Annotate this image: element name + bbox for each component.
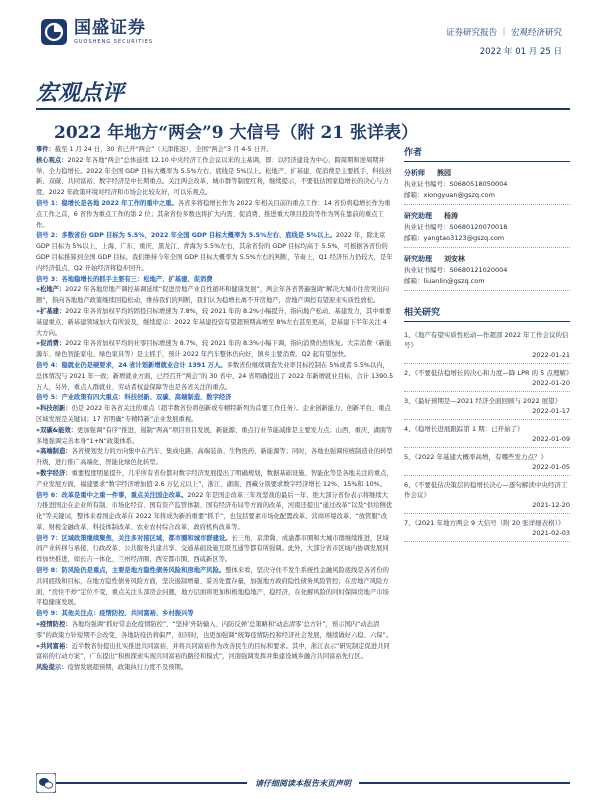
footer-disclaimer: 请仔细阅读本报告末页声明 (247, 778, 359, 789)
related-report-title[interactable]: 1、《地产有望实质性松动—作超部 2022 年工作会议的信号》 (404, 331, 569, 349)
signal-5-item-text: 更加强调“有序”推进，遏制“两高”项目盲目发展，新能源、重点行业节能减排是主要发力点；山西、重庆、湖南等多地强调完善本身“1+N”政策体系。 (36, 426, 393, 445)
signal-1-heading: 信号 1：稳增长是各地 2022 年工作的重中之重。 (36, 199, 178, 207)
signal-3-item-text: 2022 年各省加权平均的固投目标增速为 7.8%，较 2021 年的 8.2%小幅提升，指向地产松动、基建发力，其中重要基建重点、新基建领域加大有所波及，继续提示：2022 年基建投资有望超预期高增至 8%左右甚至更高，是基建下半年关注 4 大方向。 (36, 307, 392, 337)
core-view-paragraph (36, 156, 394, 199)
signal-7 (36, 534, 394, 566)
related-report-title[interactable]: 2、《不要低估稳增长的决心和力度—降 LPR 的 5 点理解》 (404, 369, 573, 377)
report-date: 2022 年 01 月 25 日 (479, 47, 562, 57)
divider (404, 204, 570, 205)
title-divider (36, 108, 570, 110)
report-title: 2022 年地方“两会”9 大信号（附 21 张详表） (53, 123, 419, 143)
signal-5-item-text: 重要程度明显提升，几乎所有省份都对数字经济发展提出了明确规划，数据基础设施、智能化等是各地关注的重点，产业发展方面，福建要求“数字经济增加值 2.6 万亿元以上”，浙江、湖南、西藏分别要求数字经济增长 12%、15%和 10%。 (36, 469, 393, 488)
signal-5-item-label: »高端制造： (36, 448, 72, 456)
author-role: 研究助理 (404, 255, 432, 263)
related-report[interactable] (404, 420, 570, 448)
author-name: 杨涛 (444, 212, 458, 220)
event-label: 事件： (36, 146, 55, 153)
section-title: 宏观点评 (36, 80, 125, 106)
wechat-icon (36, 773, 56, 793)
signal-3-heading: 信号 3：各地稳增长的抓手主要有三：松地产、扩基建、促消费 (36, 275, 213, 283)
sidebar (404, 145, 573, 542)
related-report-date: 2022-01-09 (532, 435, 570, 443)
signal-5-item-label: »科技创新： (36, 405, 72, 413)
signal-7-text: 长三角、京津冀、成渝都市圈和大城市群继续推进，区域间产业转移与承接、行政改革、公共服务共建共享、交通基础设施互联互通等都有所强调。此外，大部分省市区域内协调发展同样加快推进，如长吉一体化、兰州经济圈、西安都市圈、西咸新区等。 (36, 534, 389, 564)
related-report-date: 2022-01-05 (532, 463, 570, 471)
related-report[interactable] (404, 364, 573, 392)
related-report-title[interactable]: 6、《不要低估决策层的稳增长决心—逐句解读中央经济工作会议》 (404, 481, 568, 499)
risk-label: 风险提示： (36, 664, 68, 672)
authors-heading: 作者 (404, 145, 570, 162)
signal-9-item-label: »共同富裕： (36, 642, 72, 650)
signal-6-text: 2022 年是国企改革三年攻坚战的最后一年，绝大部分省份表示将继续大力推进国企在企业所有制、市场化经营、国有资产监管体制、国有经济布局等方面的改革，河南还提出“通过改革”以及“供给侧优化”等关键词，整体来看国企改革在 2022 年将成为新的重要“抓手”，也包括要素市场化配置改革、营商环境改革、“放管服”改革、财税金融改革、科技体制改革、农业农村综合改革、政府机构改革等。 (36, 491, 393, 531)
author-card (404, 211, 570, 248)
signal-2-heading: 信号 2：多数省份 GDP 目标为 5.5%，2022 年全国 GDP 目标大概率为 5.5%左右、底线是 5%以上。 (36, 232, 336, 240)
company-logo (40, 18, 153, 46)
related-report-title[interactable]: 5、《2022 年基建大概率高增，有哪些发力点？》 (404, 453, 547, 461)
author-role: 研究助理 (404, 212, 432, 220)
author-email[interactable]: 邮箱：liuanlin@gszq.com (404, 277, 485, 285)
signal-8-heading: 信号 8：防风险仍是重点，主要是地方隐性债务风险和房地产风险。 (36, 567, 226, 575)
signal-4-text: 多数省份继续调查失业率目标控制在 5%或者 5.5%以内，总体情况与 2021 年一致；新增就业方面，已经召开“两会”的 30 省中，24 省明确提出了 2022 年新增就业目标，合计 1390.5 万人，另外，重点人群就业、劳动者权益保障等也是各省关注的重点。 (36, 361, 394, 391)
related-report[interactable] (404, 476, 570, 514)
signal-5 (36, 393, 394, 404)
core-view-text: 2022 年各地“两会”总体延续 12.10 中央经济工作会议以来的主基调，即：以经济建设为中心，跨周期和逆周期并举、全力稳增长。2022 年全国 GDP 目标大概率为 5.5%左右、底线是 5%以上。松地产、扩基建、促消费是主要抓手，科技创新、双碳、共同富裕、数字经济是中长期重点。关注两会改革、城市群等制度红利，继续提示，不要低估国家稳增长的决心与力度。2022 年政策环境对经济和市场会比较友好，可以乐观点。 (36, 156, 392, 197)
signal-9-item (36, 642, 394, 664)
signal-4-heading: 信号 4：稳就业仍是硬要求，24 省计划新增就业合计 1391 万人。 (36, 361, 227, 369)
signal-2 (36, 231, 394, 274)
signal-5-heading: 信号 5：产业政策有四大重点：科技创新、双碳、高端制造、数字经济 (36, 394, 232, 402)
related-report-title[interactable]: 7、《2021 年地方两会 9 大信号（附 20 张详细表格）》 (404, 519, 565, 527)
author-name: 熊园 (437, 169, 451, 177)
page-footer (36, 777, 570, 790)
author-card (404, 168, 570, 205)
signal-3-item (36, 285, 394, 307)
signal-6 (36, 491, 394, 534)
related-report[interactable] (404, 326, 570, 364)
signal-3 (36, 275, 394, 286)
related-report[interactable] (404, 514, 570, 542)
signal-9-item-label: »疫情防控： (36, 621, 72, 629)
signal-6-heading: 信号 6：改革是重中之重一件事，重点关注国企改革。 (36, 491, 188, 499)
signal-4 (36, 361, 394, 393)
signal-5-item (36, 469, 394, 491)
related-research-heading: 相关研究 (404, 305, 570, 322)
logo-chinese-name: 国盛证券 (74, 18, 146, 38)
signal-1 (36, 199, 394, 231)
related-report-date: 2022-01-20 (532, 379, 570, 387)
author-role: 分析师 (404, 169, 425, 177)
related-report-date: 2021-02-03 (532, 529, 570, 537)
signal-8-text: 整体来看，坚决守住不发生系统性金融风险底线是各省份的共同底线和目标，在地方隐性债务风险方面，坚决遏制增量、妥善处置存量，加强地方政府隐性债务风险管控；在房地产风险方面，“房住不炒”定位不变，重点关注头部房企问题，地方层面将更加积极地稳地产、稳经济，在化解风险的同时保障房地产市场平稳健康发展。 (36, 567, 389, 607)
signal-7-heading: 信号 7：区域政策继续聚焦，关注多对接区域、都市圈和城市群建设。 (36, 534, 232, 542)
author-cert: 执业证书编号：S0680518050004 (404, 180, 508, 188)
divider (404, 290, 570, 291)
related-report-title[interactable]: 4、《稳增长进展跟踪第 1 期：已开始了》 (404, 425, 524, 433)
author-email[interactable]: 邮箱：xiongyuan@gszq.com (404, 191, 495, 199)
author-cert: 执业证书编号：S0680121020004 (404, 266, 508, 274)
risk-warning (36, 663, 394, 674)
related-report[interactable] (404, 448, 570, 476)
signal-3-item-label: »促消费： (36, 340, 66, 348)
report-body (36, 145, 394, 674)
author-email[interactable]: 邮箱：yangtao3123@gszq.com (404, 234, 505, 242)
related-report[interactable] (404, 392, 570, 420)
related-report-date: 2022-01-21 (532, 351, 570, 359)
signal-3-item-label: »扩基建： (36, 307, 66, 315)
signal-1-text: 各省多将稳增长作为 2022 年相关目前的重点工作：14 省份将稳增长作为重点工作之首，6 省作为重点工作的第 2 位；其余省份多数也将扩大内需、促消费、推进重大项目投资等作为列在靠前的重点工作。 (36, 199, 391, 229)
related-report-title[interactable]: 3、《最好预期是—2021 经济全面回顾与 2022 展望》 (404, 397, 562, 405)
risk-text: 疫情发展超预期，政策执行力度不及预期。 (67, 664, 188, 672)
event-text: 截至 1 月 24 日，30 省已开“两会”（天津推迟），全国“两会”3 月 4-5 日开。 (54, 146, 273, 153)
author-cert: 执业证书编号：S0680120070018 (404, 223, 508, 231)
report-type: 证券研究报告 ｜ 宏观经济研究 (446, 28, 562, 38)
company-logo-icon (40, 18, 68, 46)
signal-9-item-text: 近半数省份提出扎实推进共同富裕，并将共同富裕作为改善民生的目标和要求。其中，浙江表示“研究制定促进共同富裕的行动方案”，广东提出“积极探索实现共同富裕的路径和模式”，河南强调发挥并集建设城乡融合共同富裕先行区。 (36, 642, 390, 661)
signal-5-item-text: 各省规划发力的方向集中在汽车、集成电路、高端装备、生物医药、新能源等；同时，各地也强调传统制造业的转型升级，进行推广高端化、智能化绿色化转型。 (36, 448, 393, 467)
divider (404, 247, 570, 248)
signal-5-item-text: 仍是 2022 年各省关注的重点（超半数省份将创新或专精特新列为首要工作任务）。企业创新能力、创新平台、重点区域发展是关键词；17 省明确“专精特新”企业发展重视。 (36, 405, 391, 423)
signal-9-item (36, 620, 394, 642)
related-report-date: 2022-01-17 (532, 407, 570, 415)
author-name: 刘安林 (444, 255, 465, 263)
signal-5-item (36, 404, 394, 426)
signal-3-item-text: 2022 年各地房地产调控基调延续“促进房地产业良性循环和健康发展”，两会年各省普遍强调“解决大城市住房突出问题”，指向各地地产政策继续回稳松动，维持我们的判断，我们认为稳增长离不开房地产，房地产调控有望迎来实质性放松。 (36, 286, 390, 305)
signal-9 (36, 609, 394, 620)
signal-5-item-label: »双碳&能效： (36, 426, 78, 434)
signal-3-item-label: »松地产： (36, 286, 66, 294)
signal-8 (36, 566, 394, 609)
core-view-label: 核心观点： (36, 156, 68, 164)
logo-english-name: GUOSHENG SECURITIES (74, 39, 154, 45)
signal-3-item (36, 307, 394, 339)
signal-9-item-text: 各地均强调“抓好常态化疫情防控”、“坚持‘外防输入、内防反弹’总策略和‘动态清零’总方针”，预示国内“动态清零”的政策方针短期不会改变，各地防疫仍将偏严，但同时，也更加强调“统筹疫情防控和经济社会发展，继续做好六稳、六保”。 (36, 621, 393, 639)
signal-5-item-label: »数字经济： (36, 469, 72, 477)
signal-5-item (36, 426, 394, 448)
event-paragraph (36, 145, 394, 156)
signal-3-item (36, 339, 394, 361)
signal-5-item (36, 447, 394, 469)
related-report-date: 2021-12-20 (532, 501, 570, 509)
signal-9-heading: 信号 9：其他关注点：疫情防控、共同富裕、乡村振兴等 (36, 610, 194, 618)
signal-3-item-text: 2022 年各省加权平均的社零目标增速为 8.7%，较 2021 年的 8.3%小幅下调，指向消费仍然恢复。大宗消费（新能源车、绿色智能家电、绿色家具等）是主抓手，预计 2022 年汽车整体仍向好，镇乡主要消费。Q2 起有望加快。 (36, 340, 392, 359)
signal-2-text: 2022 年，除北京 GDP 目标为 5%以上，上海、广东、重庆、黑龙江、青海为 5.5%左右，其余省份的 GDP 目标均高于 5.5%，可根据各省份的 GDP 目标推算到全国 GDP 目标，我们维持今年全国 GDP 目标大概率为 5.5%左右的判断，节奏上，Q1 经济压力仍较大，是年内经济低点、Q2 开始经济将稳步回升。 (36, 232, 393, 272)
author-card (404, 254, 570, 291)
